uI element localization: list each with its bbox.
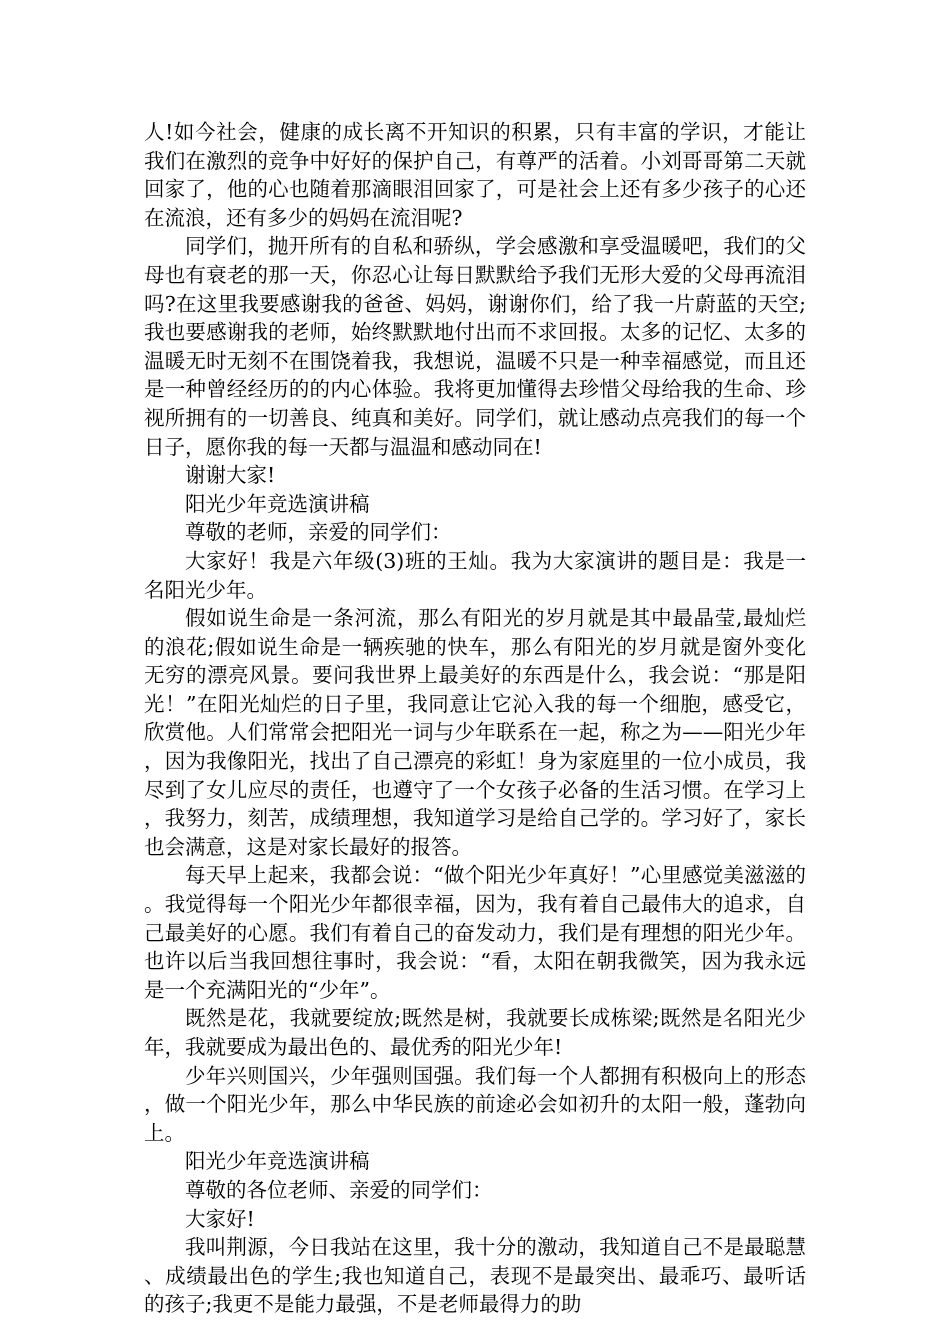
paragraph-every-morning: 每天早上起来，我都会说：“做个阳光少年真好！”心里感觉美滋滋的。我觉得每一个阳光少年都很幸福，因为，我有着自己最伟大的追求，自己最美好的心愿。我们有着自己的奋发动力，我们是有理想的阳光少年。也许以后当我回想往事时，我会说：“看，太阳在朝我微笑，因为我永远是一个充满阳光的“少年”。 bbox=[144, 863, 806, 1002]
paragraph-2: 同学们，抛开所有的自私和骄纵，学会感激和享受温暖吧，我们的父母也有衰老的那一天，你忍心让每日默默给予我们无形大爱的父母再流泪吗?在这里我要感谢我的爸爸、妈妈，谢谢你们，给了我一片蔚蓝的天空;我也要感谢我的老师，始终默默地付出而不求回报。太多的记忆、太多的温暖无时无刻不在围饶着我，我想说，温暖不只是一种幸福感觉，而且还是一种曾经经历的的内心体验。我将更加懂得去珍惜父母给我的生命、珍视所拥有的一切善良、纯真和美好。同学们，就让感动点亮我们的每一个日子，愿你我的每一天都与温温和感动同在! bbox=[144, 234, 806, 459]
salutation-1: 尊敬的老师，亲爱的同学们： bbox=[185, 520, 452, 545]
paragraph-thanks: 谢谢大家! bbox=[185, 463, 276, 488]
salutation-2: 尊敬的各位老师、亲爱的同学们： bbox=[185, 1177, 493, 1202]
paragraph-greeting-2: 大家好! bbox=[185, 1206, 255, 1231]
paragraph-1: 人!如今社会，健康的成长离不开知识的积累，只有丰富的学识，才能让我们在激烈的竞争中好好的保护自己，有尊严的活着。小刘哥哥第二天就回家了，他的心也随着那滴眼泪回家了，可是社会上还有多少孩子的心还在流浪，还有多少的妈妈在流泪呢? bbox=[144, 120, 806, 230]
speech-title-1: 阳光少年竞选演讲稿 bbox=[185, 491, 370, 516]
paragraph-life-river: 假如说生命是一条河流，那么有阳光的岁月就是其中最晶莹,最灿烂的浪花;假如说生命是一辆疾驰的快车，那么有阳光的岁月就是窗外变化无穷的漂亮风景。要问我世界上最美好的东西是什么，我会说：“那是阳光！”在阳光灿烂的日子里，我同意让它沁入我的每一个细胞，感受它，欣赏他。人们常常会把阳光一词与少年联系在一起，称之为——阳光少年，因为我像阳光，找出了自己漂亮的彩虹！身为家庭里的一位小成员，我尽到了女儿应尽的责任，也遵守了一个女孩子必备的生活习惯。在学习上，我努力，刻苦，成绩理想，我知道学习是给自己学的。学习好了，家长也会满意，这是对家长最好的报答。 bbox=[144, 606, 806, 859]
paragraph-youth-strong: 少年兴则国兴，少年强则国强。我们每一个人都拥有积极向上的形态，做一个阳光少年，那么中华民族的前途必会如初升的太阳一般，蓬勃向上。 bbox=[144, 1063, 806, 1145]
document-page bbox=[144, 118, 806, 1319]
paragraph-greeting-1: 大家好！我是六年级(3)班的王灿。我为大家演讲的题目是：我是一名阳光少年。 bbox=[144, 548, 806, 602]
paragraph-flower-tree: 既然是花，我就要绽放;既然是树，我就要长成栋梁;既然是名阳光少年，我就要成为最出色的、最优秀的阳光少年! bbox=[144, 1006, 806, 1059]
paragraph-jingyuan: 我叫荆源，今日我站在这里，我十分的激动，我知道自己不是最聪慧、成绩最出色的学生;我也知道自己，表现不是最突出、最乖巧、最听话的孩子;我更不是能力最强，不是老师最得力的助 bbox=[144, 1235, 806, 1317]
speech-title-2: 阳光少年竞选演讲稿 bbox=[185, 1149, 370, 1174]
